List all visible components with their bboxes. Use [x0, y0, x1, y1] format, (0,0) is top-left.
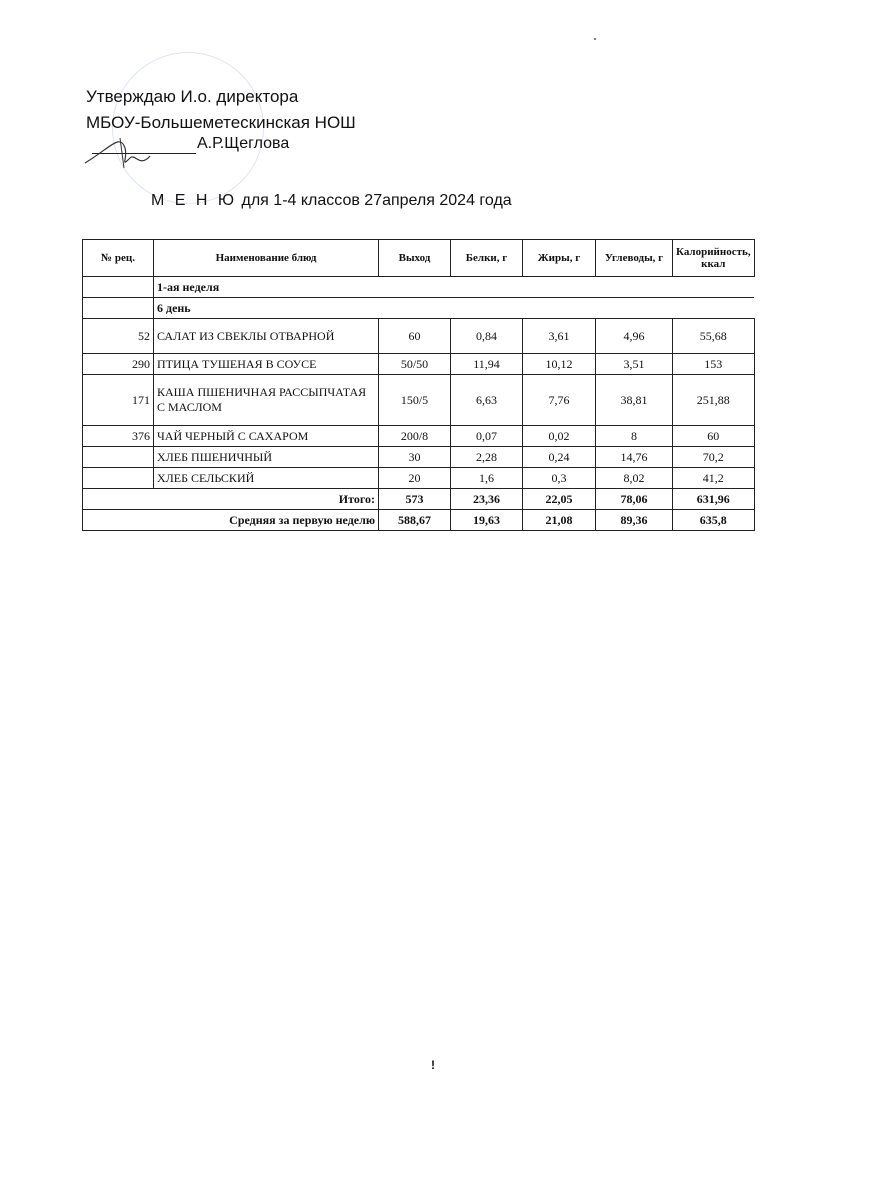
protein-value: 2,28 [451, 447, 523, 468]
protein-value: 0,07 [451, 426, 523, 447]
carbs-value: 38,81 [596, 375, 673, 426]
director-name: А.Р.Щеглова [197, 135, 290, 152]
carbs-value: 3,51 [596, 354, 673, 375]
week-label: 1-ая неделя [154, 277, 755, 298]
dish-name: КАША ПШЕНИЧНАЯ РАССЫПЧАТАЯ С МАСЛОМ [154, 375, 379, 426]
total-carbs: 78,06 [596, 489, 673, 510]
carbs-value: 14,76 [596, 447, 673, 468]
total-protein: 23,36 [451, 489, 523, 510]
table-row [83, 468, 755, 489]
recipe-number [83, 447, 154, 468]
kcal-value: 153 [673, 354, 755, 375]
average-kcal: 635,8 [673, 510, 755, 531]
average-row [83, 510, 755, 531]
dish-name: ХЛЕБ СЕЛЬСКИЙ [154, 468, 379, 489]
fat-value: 0,3 [523, 468, 596, 489]
col-yield-header: Выход [379, 240, 451, 277]
dish-name: ХЛЕБ ПШЕНИЧНЫЙ [154, 447, 379, 468]
total-fat: 22,05 [523, 489, 596, 510]
fat-value: 10,12 [523, 354, 596, 375]
dish-name: ЧАЙ ЧЕРНЫЙ С САХАРОМ [154, 426, 379, 447]
recipe-number: 290 [83, 354, 154, 375]
protein-value: 6,63 [451, 375, 523, 426]
col-fat-header: Жиры, г [523, 240, 596, 277]
kcal-value: 251,88 [673, 375, 755, 426]
recipe-number [83, 468, 154, 489]
yield-value: 60 [379, 319, 451, 354]
kcal-value: 60 [673, 426, 755, 447]
kcal-value: 70,2 [673, 447, 755, 468]
yield-value: 200/8 [379, 426, 451, 447]
day-label: 6 день [154, 298, 755, 319]
yield-value: 20 [379, 468, 451, 489]
col-name-header: Наименование блюд [154, 240, 379, 277]
carbs-value: 8 [596, 426, 673, 447]
recipe-number: 376 [83, 426, 154, 447]
table-row [83, 319, 755, 354]
dish-name: ПТИЦА ТУШЕНАЯ В СОУСЕ [154, 354, 379, 375]
footer-mark: ! [431, 1058, 435, 1072]
day-row [83, 298, 755, 319]
table-row [83, 426, 755, 447]
recipe-number: 171 [83, 375, 154, 426]
fat-value: 0,02 [523, 426, 596, 447]
carbs-value: 8,02 [596, 468, 673, 489]
yield-value: 50/50 [379, 354, 451, 375]
average-protein: 19,63 [451, 510, 523, 531]
fat-value: 3,61 [523, 319, 596, 354]
fat-value: 0,24 [523, 447, 596, 468]
page-title [151, 192, 512, 210]
kcal-value: 55,68 [673, 319, 755, 354]
scan-speck [594, 38, 596, 40]
kcal-value: 41,2 [673, 468, 755, 489]
menu-word: М Е Н Ю [151, 192, 238, 209]
average-fat: 21,08 [523, 510, 596, 531]
total-row [83, 489, 755, 510]
recipe-number: 52 [83, 319, 154, 354]
col-carbs-header: Углеводы, г [596, 240, 673, 277]
total-kcal: 631,96 [673, 489, 755, 510]
table-row [83, 354, 755, 375]
protein-value: 11,94 [451, 354, 523, 375]
col-recipe-header: № рец. [83, 240, 154, 277]
signature-icon [80, 128, 160, 178]
average-yield: 588,67 [379, 510, 451, 531]
approval-line-2: МБОУ-Большеметескинская НОШ [86, 113, 356, 132]
table-header-row [83, 240, 755, 277]
menu-table [82, 239, 755, 531]
yield-value: 150/5 [379, 375, 451, 426]
table-row [83, 375, 755, 426]
col-kcal-header: Калорийность, ккал [673, 240, 755, 277]
average-carbs: 89,36 [596, 510, 673, 531]
fat-value: 7,76 [523, 375, 596, 426]
dish-name: САЛАТ ИЗ СВЕКЛЫ ОТВАРНОЙ [154, 319, 379, 354]
average-label: Средняя за первую неделю [154, 510, 379, 531]
total-yield: 573 [379, 489, 451, 510]
yield-value: 30 [379, 447, 451, 468]
table-row [83, 447, 755, 468]
week-row [83, 277, 755, 298]
protein-value: 1,6 [451, 468, 523, 489]
col-protein-header: Белки, г [451, 240, 523, 277]
menu-subtitle: для 1-4 классов 27апреля 2024 года [237, 192, 512, 209]
carbs-value: 4,96 [596, 319, 673, 354]
approval-line-1: Утверждаю И.о. директора [86, 87, 299, 106]
total-label: Итого: [154, 489, 379, 510]
protein-value: 0,84 [451, 319, 523, 354]
